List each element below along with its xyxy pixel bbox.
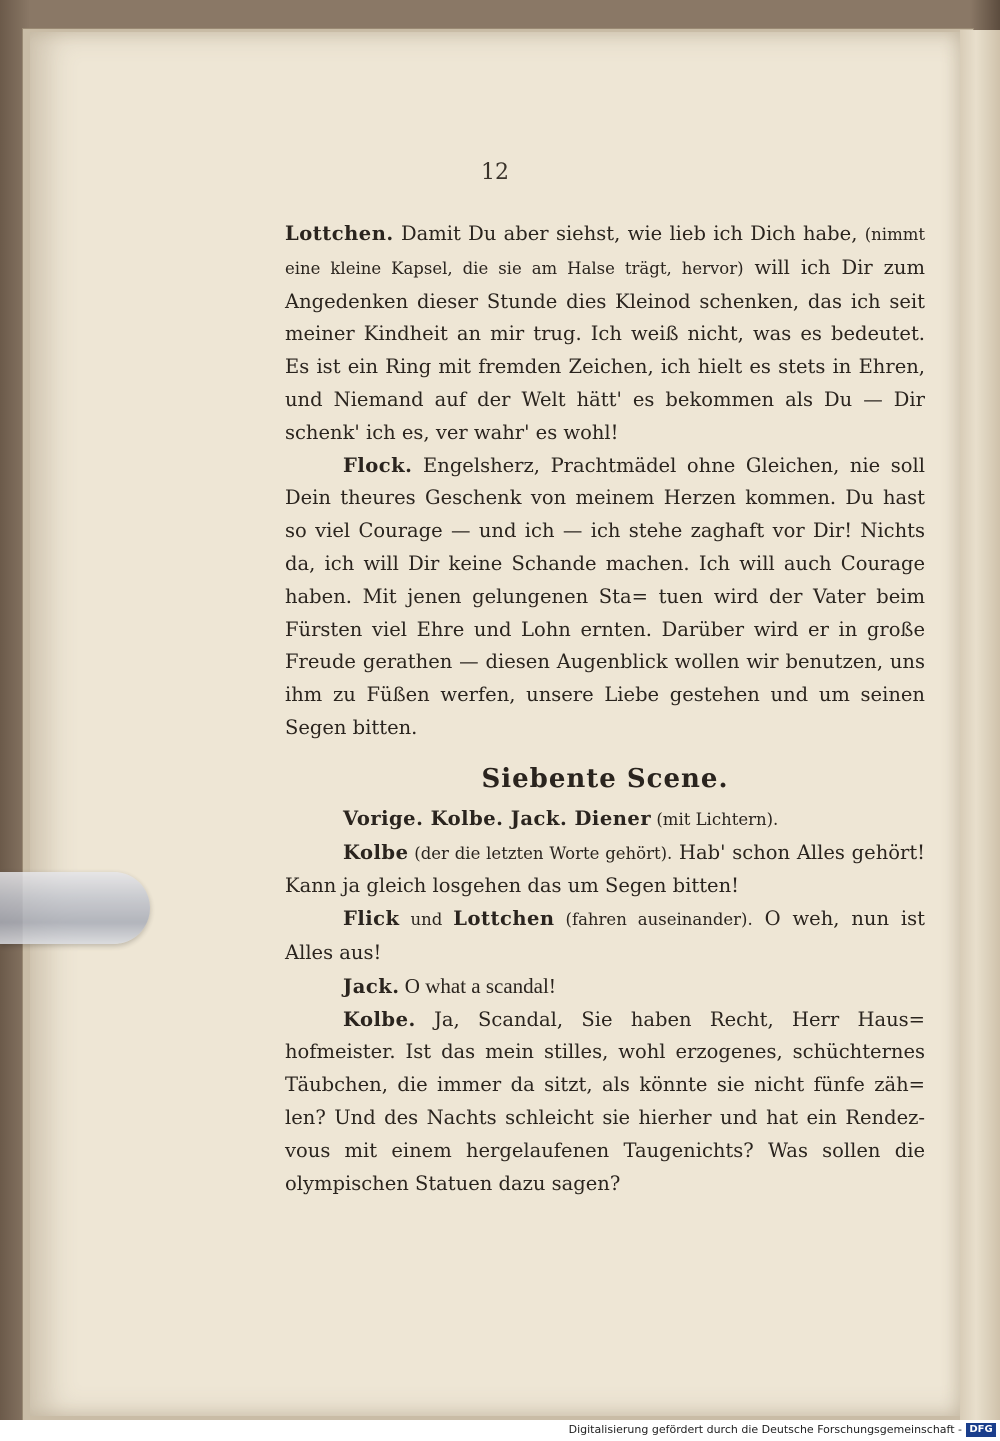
- speech-text: O what a scandal!: [399, 973, 556, 998]
- speaker-name: Kolbe: [343, 840, 409, 864]
- speech-text: O weh, nun ist Alles aus!: [285, 907, 925, 964]
- dfg-logo-icon: DFG: [966, 1423, 996, 1437]
- speaker-name: Lottchen.: [285, 222, 394, 245]
- stage-direction: (der die letzten Worte gehört).: [408, 843, 673, 863]
- paragraph-lottchen: [285, 218, 925, 450]
- speaker-name: Lottchen: [453, 907, 555, 931]
- paragraph-flick-lottchen: [285, 903, 925, 970]
- stage-direction: (mit Lichtern).: [651, 809, 779, 829]
- book-page: [30, 32, 960, 1416]
- footer-credit: Digitalisierung gefördert durch die Deutsche Forschungsgemeinschaft -: [568, 1423, 962, 1436]
- conjunction: und: [399, 910, 454, 930]
- cast-list: Vorige. Kolbe. Jack. Diener: [343, 806, 652, 830]
- text-block: [285, 218, 925, 1200]
- scene-cast: [285, 803, 925, 837]
- page-clip: [0, 872, 150, 944]
- scene-heading: Siebente Scene.: [481, 763, 729, 794]
- paragraph-kolbe-2: [285, 1004, 925, 1201]
- paragraph-jack: [285, 970, 925, 1004]
- speech-text: Engelsherz, Prachtmädel ohne Gleichen, nie soll Dein theures Geschenk von meinem Herzen kommen. Du hast so viel Courage — und ich — ich stehe zaghaft vor Dir! Nichts da, ich will Dir keine Schande machen. Ich will auch Courage haben. Mit jenen gelungenen Sta= tuen wird der Vater beim Fürsten viel Ehre und Lohn ernten. Darüber wird er in große Freude gerathen — diesen Augenblick wollen wir benutzen, uns ihm zu Füßen werfen, unsere Liebe gestehen und um seinen Segen bitten.: [285, 453, 925, 739]
- speech-text: habe,: [803, 222, 865, 245]
- speech-text: Ja, Scandal, Sie haben Recht, Herr Haus= hofmeister. Ist das mein stilles, wohl erzogenes, schüchternes Täubchen, die immer da sitzt, als könnte sie nicht fünfe zäh= len? Und des Nachts schleicht sie hierher und hat ein Rendez- vous mit einem hergelaufenen Taugenichts? Was sollen die olympischen Statuen dazu sagen?: [285, 1007, 925, 1195]
- paragraph-flock: [285, 450, 925, 745]
- speaker-name: Flock.: [343, 453, 413, 477]
- stage-direction: (nimmt eine kleine Kapsel, die sie am Halse trägt, hervor): [285, 225, 925, 278]
- speech-text: will ich Dir zum Angedenken dieser Stunde dies Kleinod schenken, das ich seit meiner Kindheit an mir trug. Ich weiß nicht, was es bedeutet. Es ist ein Ring mit fremden Zeichen, ich hielt es stets in Ehren, und Niemand auf der Welt hätt' es bekommen als Du — Dir schenk' ich es, ver wahr' es wohl!: [285, 255, 925, 444]
- speaker-name: Jack.: [343, 974, 400, 998]
- stage-direction: (fahren auseinander).: [554, 910, 753, 930]
- speech-text: Damit Du aber siehst, wie lieb ich Dich: [393, 222, 796, 245]
- paragraph-kolbe-1: [285, 837, 925, 904]
- speaker-name: Flick: [343, 907, 400, 931]
- speech-text: Hab' schon Alles gehört! Kann ja gleich losgehen das um Segen bitten!: [285, 840, 925, 898]
- speaker-name: Kolbe.: [343, 1007, 416, 1031]
- page-number: 12: [481, 160, 509, 185]
- next-page-edge: [960, 30, 1000, 1422]
